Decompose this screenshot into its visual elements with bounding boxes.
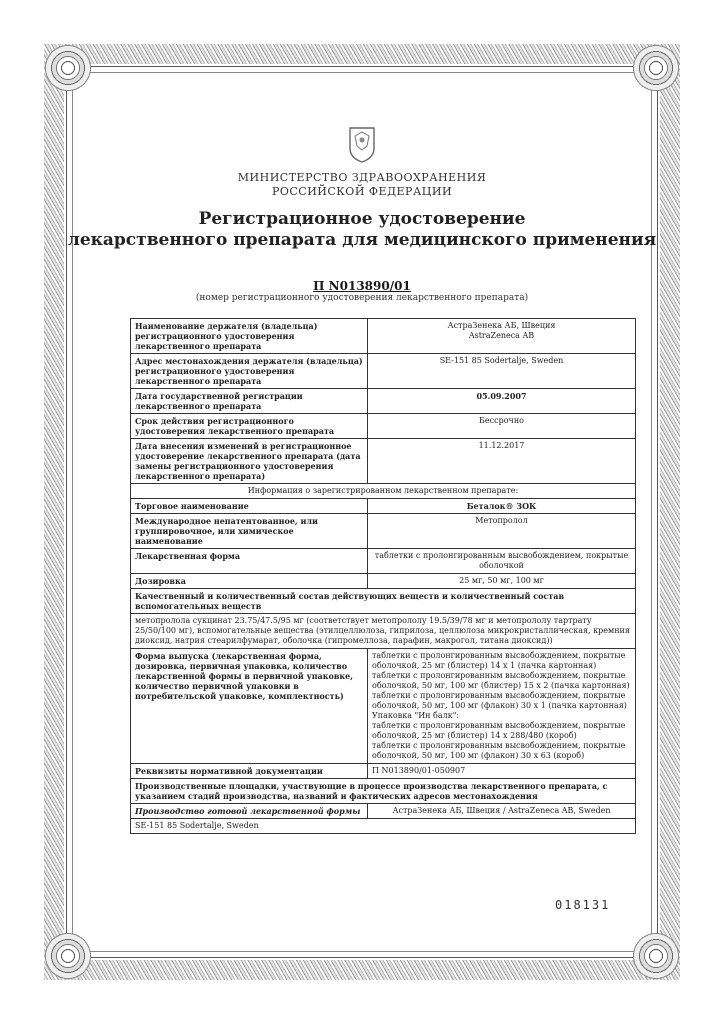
production-stage: Производство готовой лекарственной формы xyxy=(131,804,368,819)
table-row xyxy=(131,589,636,614)
info-heading: Информация о зарегистрированном лекарственном препарате: xyxy=(131,484,636,499)
table-row xyxy=(131,514,636,549)
change-date-value: 11.12.2017 xyxy=(368,439,636,484)
validity-value: Бессрочно xyxy=(368,414,636,439)
title-line-2: лекарственного препарата для медицинского применения xyxy=(67,230,657,250)
registration-date-label: Дата государственной регистрации лекарственного препарата xyxy=(131,389,368,414)
holder-name-label: Наименование держателя (владельца) регистрационного удостоверения лекарственного препарата xyxy=(131,319,368,354)
release-form-label: Форма выпуска (лекарственная форма, дозировка, первичная упаковка, количество лекарственной формы в первичной упаковке, количество первичной упаковки в потребительской упаковке, комплектность) xyxy=(131,649,368,764)
corner-rosette xyxy=(632,932,680,980)
registration-number-caption: (номер регистрационного удостоверения лекарственного препарата) xyxy=(195,293,529,303)
dosage-form-label: Лекарственная форма xyxy=(131,549,368,574)
holder-name-ru: АстраЗенека АБ, Швеция xyxy=(447,321,556,330)
dosage-value: 25 мг, 50 мг, 100 мг xyxy=(368,574,636,589)
release-line: таблетки с пролонгированным высвобождением, покрытые оболочкой, 50 мг, 100 мг (блистер) 15 x 2 (пачка картонная) xyxy=(372,671,630,690)
table-row xyxy=(131,779,636,804)
table-row xyxy=(131,484,636,499)
normative-value: П N013890/01-050907 xyxy=(368,764,636,779)
release-line: таблетки с пролонгированным высвобождением, покрытые оболочкой, 50 мг, 100 мг (флакон) 30 x 63 (короб) xyxy=(372,741,626,760)
table-row xyxy=(131,414,636,439)
production-company: АстраЗенека АБ, Швеция / AstraZeneca AB, Sweden xyxy=(368,804,636,819)
holder-info-table xyxy=(130,318,636,834)
table-row xyxy=(131,804,636,819)
inn-value: Метопролол xyxy=(368,514,636,549)
normative-label: Реквизиты нормативной документации xyxy=(131,764,368,779)
serial-number: 018131 xyxy=(555,898,611,912)
validity-label: Срок действия регистрационного удостоверения лекарственного препарата xyxy=(131,414,368,439)
ministry-line-1: МИНИСТЕРСТВО ЗДРАВООХРАНЕНИЯ xyxy=(237,171,487,184)
holder-address-label: Адрес местонахождения держателя (владельца) регистрационного удостоверения лекарственного препарата xyxy=(131,354,368,389)
table-row xyxy=(131,574,636,589)
title-line-1: Регистрационное удостоверение xyxy=(198,209,526,229)
table-row xyxy=(131,549,636,574)
release-line: таблетки с пролонгированным высвобождением, покрытые оболочкой, 50 мг, 100 мг (флакон) 30 x 1 (пачка картонная) Упаковка "Ин балк": xyxy=(372,691,627,720)
trade-name-label: Торговое наименование xyxy=(131,499,368,514)
corner-rosette xyxy=(44,44,92,92)
registration-number-text: П N013890/01 xyxy=(313,279,411,293)
table-row xyxy=(131,354,636,389)
dosage-label: Дозировка xyxy=(131,574,368,589)
holder-address-value: SE-151 85 Sodertalje, Sweden xyxy=(368,354,636,389)
ministry-line-2: РОССИЙСКОЙ ФЕДЕРАЦИИ xyxy=(271,185,453,198)
release-form-value xyxy=(368,649,636,764)
release-line: таблетки с пролонгированным высвобождением, покрытые оболочкой, 25 мг (блистер) 14 x 288/480 (короб) xyxy=(372,721,626,740)
composition-text: метопролола сукцинат 23.75/47.5/95 мг (соответствует метопрололу 19.5/39/78 мг и метопрололу тартрату 25/50/100 мг), вспомогательные вещества (этилцеллюлоза, гиприлоза, целлюлоза микрокристаллическая, кремния диоксид, натрия стеарилфумарат, оболочка (гипромеллоза, парафин, макрогол, титана диоксид)) xyxy=(131,614,636,649)
production-address: SE-151 85 Sodertalje, Sweden xyxy=(131,819,636,834)
table-row xyxy=(131,649,636,764)
coat-of-arms-icon xyxy=(347,124,377,164)
holder-name-value xyxy=(368,319,636,354)
registration-date-value: 05.09.2007 xyxy=(368,389,636,414)
table-row xyxy=(131,499,636,514)
change-date-label: Дата внесения изменений в регистрационное удостоверение лекарственного препарата (дата замены регистрационного удостоверения лекарственного препарата) xyxy=(131,439,368,484)
table-row xyxy=(131,319,636,354)
holder-name-en: AstraZeneca AB xyxy=(468,331,535,340)
dosage-form-value: таблетки с пролонгированным высвобождением, покрытые оболочкой xyxy=(368,549,636,574)
table-row xyxy=(131,819,636,834)
corner-rosette xyxy=(632,44,680,92)
trade-name-value: Беталок® ЗОК xyxy=(368,499,636,514)
composition-heading: Качественный и количественный состав действующих веществ и количественный состав вспомогательных веществ xyxy=(131,589,636,614)
corner-rosette xyxy=(44,932,92,980)
release-line: таблетки с пролонгированным высвобождением, покрытые оболочкой, 25 мг (блистер) 14 x 1 (пачка картонная) xyxy=(372,651,626,670)
registration-number xyxy=(0,279,724,293)
ministry-name xyxy=(0,171,724,199)
table-row xyxy=(131,389,636,414)
production-heading: Производственные площадки, участвующие в процессе производства лекарственного препарата, с указанием стадий производства, названий и фактических адресов местонахождения xyxy=(131,779,636,804)
table-row xyxy=(131,439,636,484)
table-row xyxy=(131,614,636,649)
document-title xyxy=(0,209,724,251)
table-row xyxy=(131,764,636,779)
inn-label: Международное непатентованное, или группировочное, или химическое наименование xyxy=(131,514,368,549)
